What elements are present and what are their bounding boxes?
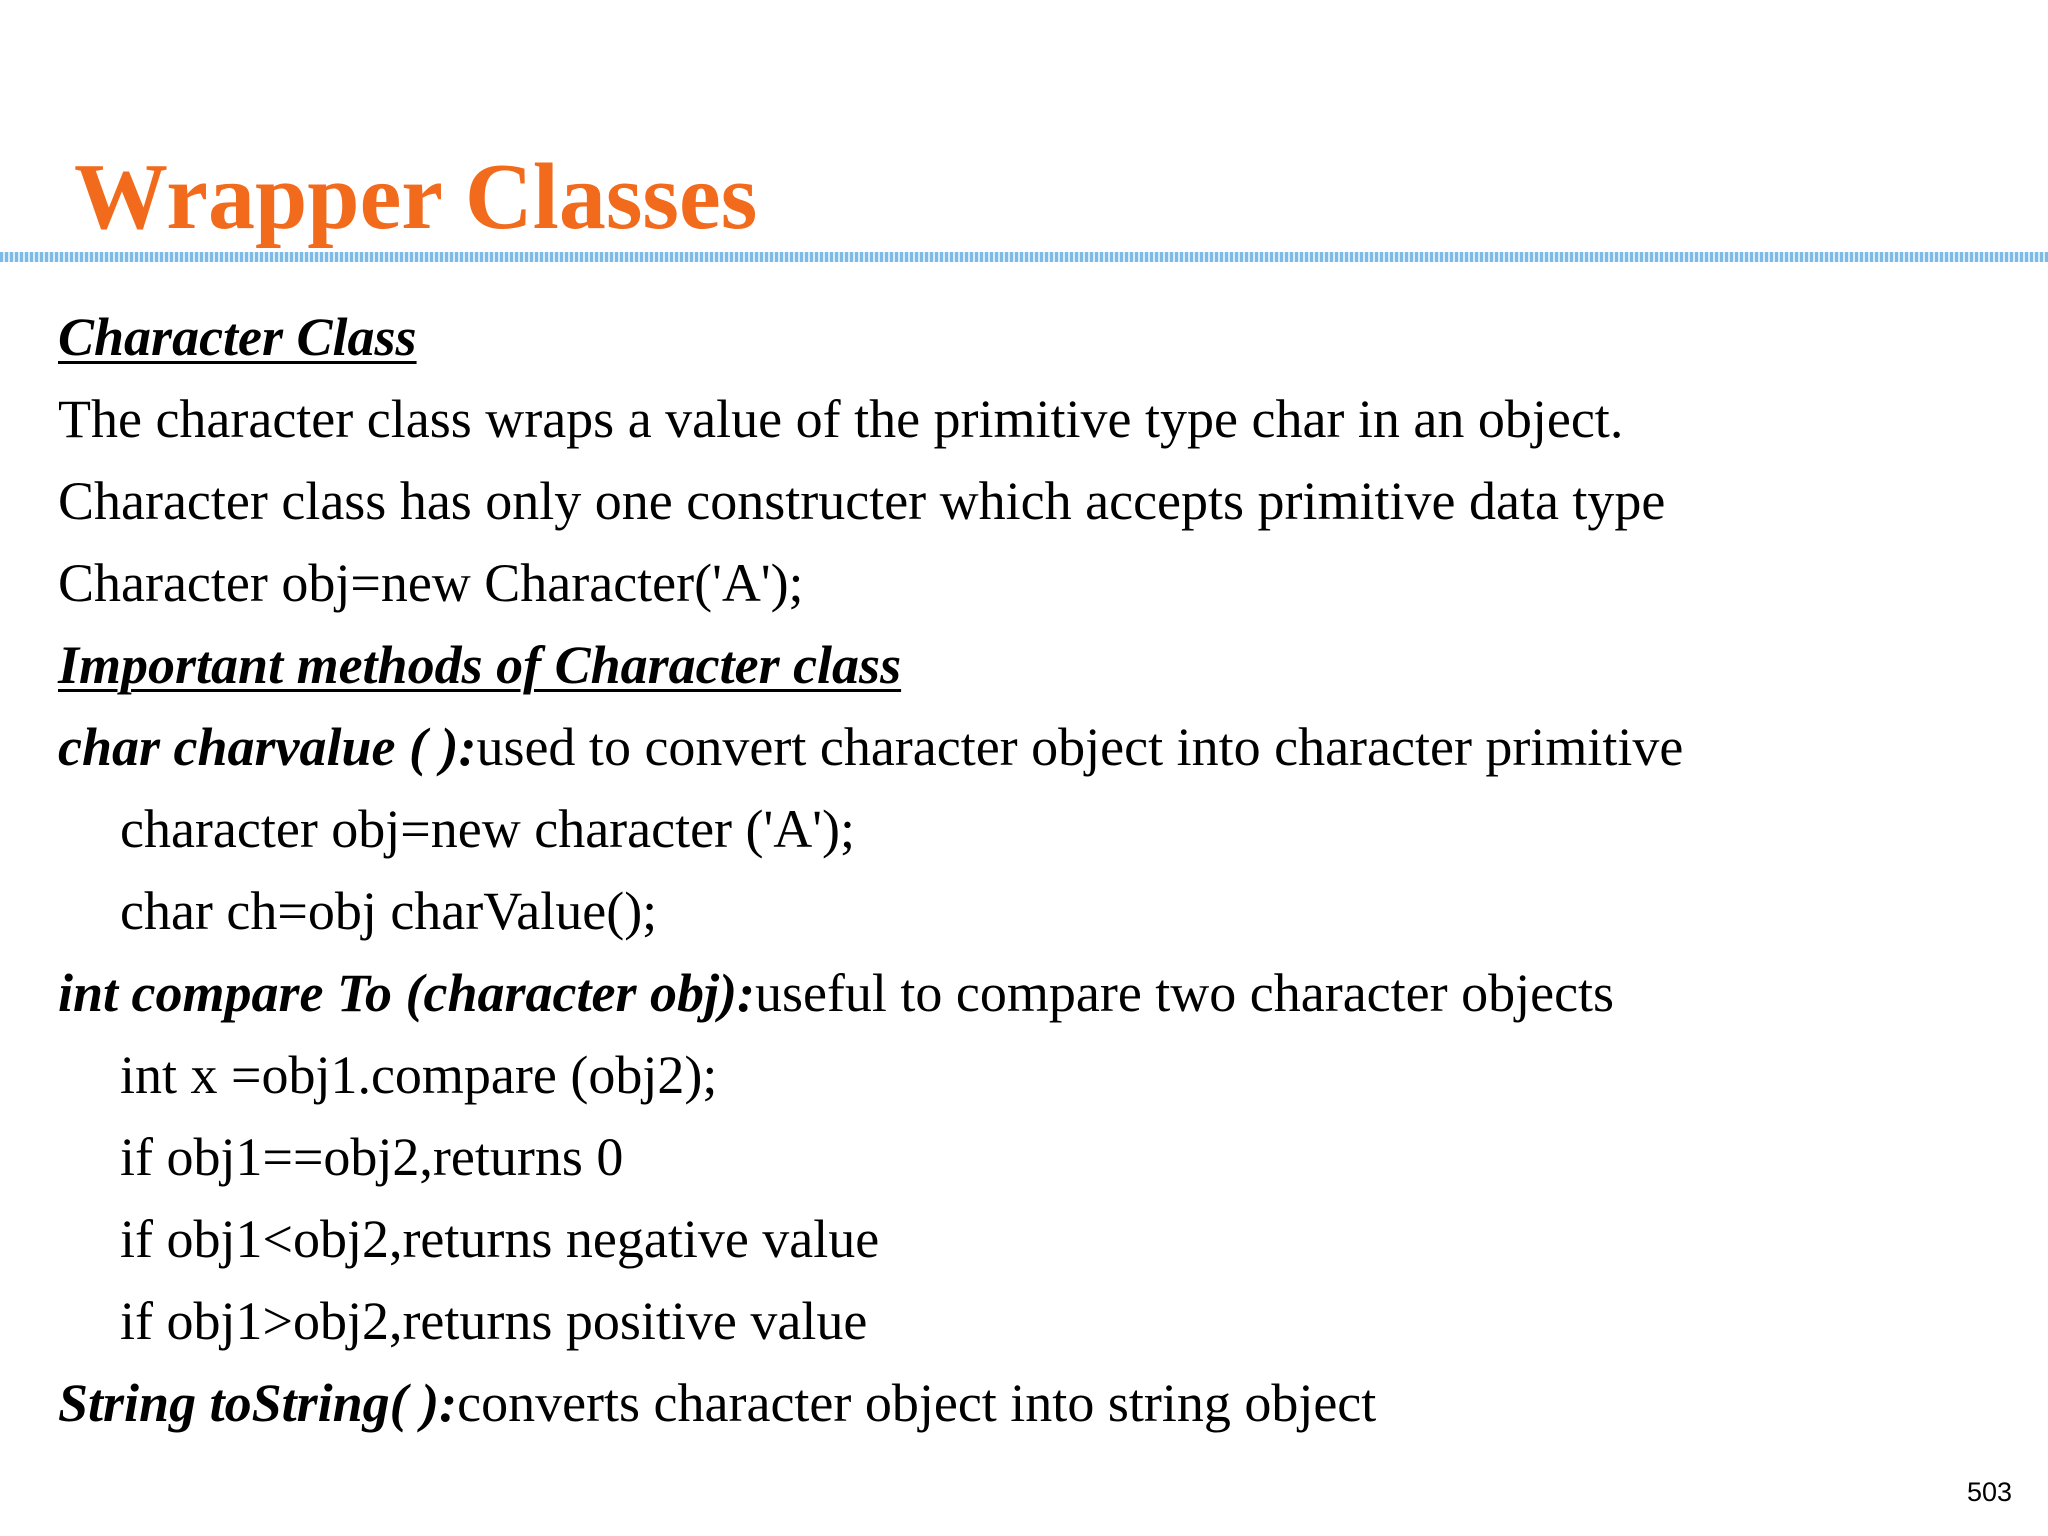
- code-compareto-4: if obj1>obj2,returns positive value: [120, 1291, 868, 1351]
- code-compareto-1: int x =obj1.compare (obj2);: [120, 1045, 718, 1105]
- method-compareto-description: useful to compare two character objects: [754, 963, 1615, 1023]
- text-example: Character obj=new Character('A');: [58, 553, 804, 613]
- method-compareto: [58, 952, 2018, 1034]
- method-compareto-signature: int compare To (character obj):: [58, 963, 755, 1023]
- slide-body: [58, 296, 2018, 1444]
- code-compareto-2: if obj1==obj2,returns 0: [120, 1127, 624, 1187]
- title-divider: [0, 252, 2048, 262]
- text-constructor: Character class has only one constructer which accepts primitive data type: [58, 471, 1666, 531]
- method-charvalue: [58, 706, 2018, 788]
- method-tostring-description: converts character object into string object: [457, 1373, 1377, 1433]
- method-tostring-signature: String toString( ):: [58, 1373, 458, 1433]
- method-charvalue-description: used to convert character object into character primitive: [476, 717, 1684, 777]
- slide-title: Wrapper Classes: [74, 145, 758, 249]
- method-tostring: [58, 1362, 2018, 1444]
- page-number: 503: [1966, 1477, 2012, 1507]
- heading-character-class: Character Class: [58, 307, 417, 367]
- method-charvalue-signature: char charvalue ( ):: [58, 717, 477, 777]
- code-compareto-3: if obj1<obj2,returns negative value: [120, 1209, 880, 1269]
- heading-important-methods: Important methods of Character class: [58, 635, 902, 695]
- code-charvalue-2: char ch=obj charValue();: [120, 881, 658, 941]
- text-wraps: The character class wraps a value of the primitive type char in an object.: [58, 389, 1624, 449]
- code-charvalue-1: character obj=new character ('A');: [120, 799, 855, 859]
